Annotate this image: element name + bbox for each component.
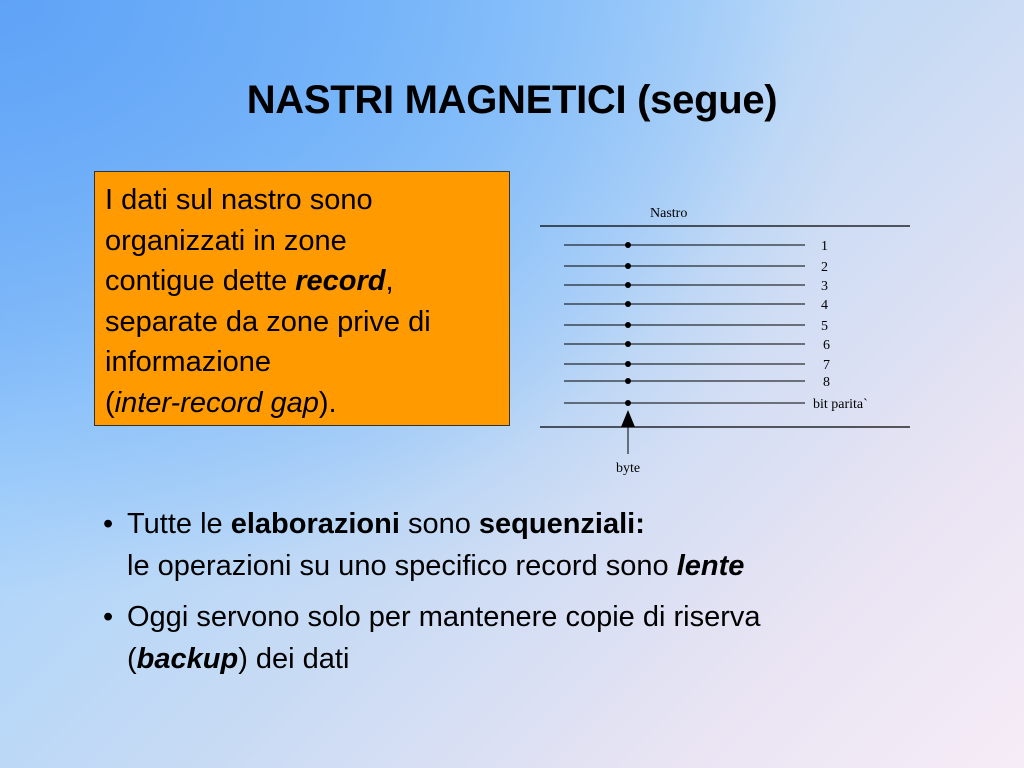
box-text: ).	[318, 386, 337, 419]
box-text: contigue dette	[105, 265, 296, 297]
track-label: 1	[821, 239, 828, 254]
box-line-3	[105, 261, 499, 302]
tape-diagram	[530, 196, 920, 486]
bit-dot	[625, 242, 631, 248]
bullet-bold-text: sequenziali:	[478, 508, 645, 540]
bit-dot	[625, 341, 631, 347]
bit-dot	[625, 263, 631, 269]
bullet-emphasis-text: lente	[676, 550, 745, 582]
bullet-text: ) dei dati	[238, 643, 350, 675]
bit-dot	[625, 282, 631, 288]
bullet-2-line-1: Oggi servono solo per mantenere copie di riserva	[127, 601, 761, 633]
box-line-2: organizzati in zone	[105, 224, 347, 257]
record-term: record	[295, 265, 386, 297]
track-label: 3	[821, 279, 828, 294]
bullet-marker: •	[103, 601, 114, 633]
slide-title: NASTRI MAGNETICI (segue)	[246, 78, 778, 122]
track-label: bit parita`	[813, 397, 868, 412]
bit-dot	[625, 361, 631, 367]
bullet-2-line-2	[127, 638, 1000, 680]
track-label: 2	[821, 260, 828, 275]
box-text: (	[105, 386, 115, 419]
box-line-5: informazione	[105, 346, 272, 378]
byte-pointer-arrow	[621, 410, 635, 427]
bullet-1-line-1	[127, 503, 1000, 545]
bit-dot	[625, 301, 631, 307]
bullet-text: (	[127, 643, 137, 675]
tape-tracks	[564, 239, 868, 412]
bullet-text: sono	[399, 508, 479, 540]
box-line-1: I dati sul nastro sono	[105, 184, 373, 216]
bullet-emphasis-text: backup	[136, 643, 239, 675]
bit-dot	[625, 400, 631, 406]
track-label: 6	[823, 338, 830, 353]
bullet-bold-text: elaborazioni	[230, 508, 400, 540]
tape-title: Nastro	[650, 206, 688, 221]
bullet-list	[100, 503, 1000, 689]
bullet-text: Tutte le	[127, 508, 231, 540]
definition-box	[94, 171, 510, 426]
track-label: 4	[821, 298, 828, 313]
bit-dot	[625, 322, 631, 328]
bullet-text: le operazioni su uno specifico record sono	[127, 550, 677, 582]
bullet-item-1	[100, 503, 1000, 587]
box-line-6	[105, 383, 499, 424]
box-line-4: separate da zone prive di	[105, 305, 431, 338]
bit-dot	[625, 378, 631, 384]
box-text: ,	[385, 265, 394, 297]
track-label: 7	[823, 358, 830, 373]
byte-label: byte	[616, 461, 641, 476]
track-label: 5	[821, 319, 828, 334]
bullet-item-2	[100, 596, 1000, 680]
track-label: 8	[823, 375, 830, 390]
bullet-1-line-2	[127, 545, 1000, 587]
gap-term: inter-record gap	[114, 386, 319, 419]
bullet-marker: •	[103, 508, 114, 540]
